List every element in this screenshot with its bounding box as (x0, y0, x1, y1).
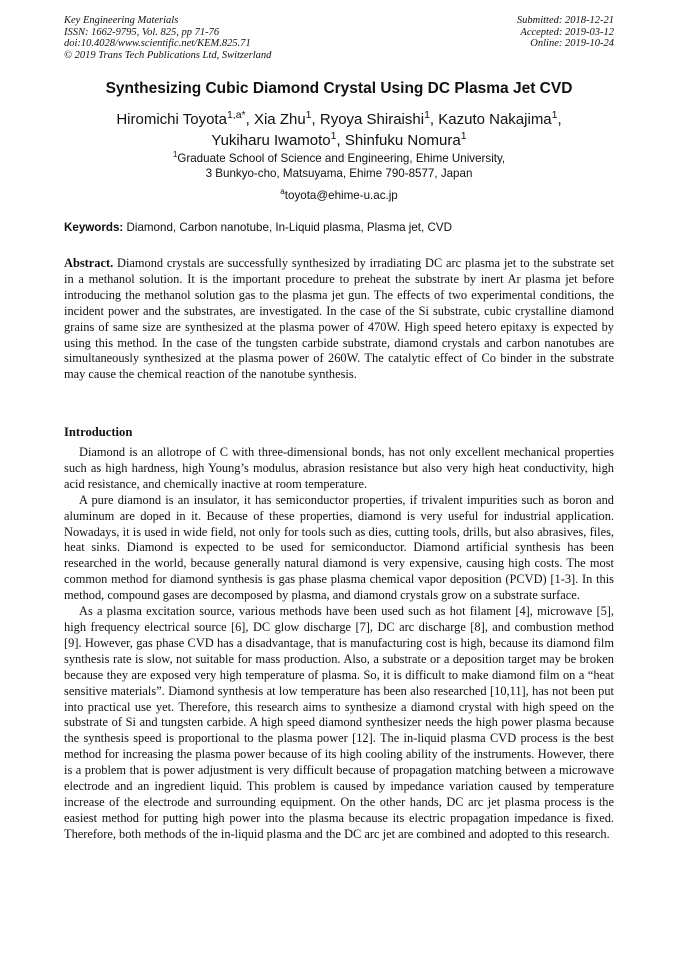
author-list: Hiromichi Toyota$^{1,a*}$, Xia Zhu$^1$, Ryoya Shiraishi$^1$, Kazuto Nakajima$^1$, Yukiharu Iwamoto$^1$, Shinfuku Nomura$^1$ (116, 109, 562, 149)
paragraph: A pure diamond is an insulator, it has semiconductor properties, if trivalent impurities such as boron and aluminum are doped in it. Because of these properties, diamond is very useful for industrial application. Nowadays, it is used in wide field, not only for tools such as dies, cutting tools, drills, but also abrasives, files, heat sinks. Diamond is expected to be used for semiconductor. Diamond artificial synthesis has been researched in the world, because generally natural diamond is very expensive, causing high costs. The most common method for diamond synthesis is gas phase plasma chemical vapor deposition (PCVD) [1-3]. In this method, compound gases are decomposed by plasma, and diamond crystals grow on a substrate surface. (64, 492, 614, 603)
abstract-label: Abstract. (64, 256, 114, 270)
abstract (64, 256, 614, 383)
paragraph: Diamond is an allotrope of C with three-dimensional bonds, has not only excellent mechanical properties such as high hardness, high Young’s modulus, abrasion resistance but also very high heat conductivity, high acid resistance, and chemically inactive at room temperature. (64, 445, 614, 491)
author: Xia Zhu$^1$ (253, 109, 312, 128)
affiliation: $^1$Graduate School of Science and Engineering, Ehime University, 3 Bunkyo-cho, Matsuyama, Ehime 790-8577, Japan (172, 150, 506, 180)
section-heading: Introduction (64, 425, 133, 439)
journal-name: Key Engineering Materials (64, 15, 179, 26)
issn: ISSN: 1662-9795, Vol. 825, pp 71-76 (64, 26, 220, 38)
doi: doi:10.4028/www.scientific.net/KEM.825.71 (64, 38, 251, 49)
online-date: Online: 2019-10-24 (530, 38, 614, 49)
dates (517, 15, 614, 50)
author: Yukiharu Iwamoto$^1$ (211, 130, 337, 149)
author: Hiromichi Toyota$^{1,a*}$ (116, 109, 246, 128)
author: Shinfuku Nomura$^1$ (344, 130, 467, 149)
author: Kazuto Nakajima$^1$ (438, 109, 558, 128)
abstract-text: Diamond crystals are successfully synthesized by irradiating DC arc plasma jet to the substrate set in a methanol solution. It is the important procedure to preheat the substrate by inert Ar plasma jet before introducing the methanol solution gas to the plasma jet gun. The effects of two experimental conditions, the incident power and the substrates, are investigated. In the case of the Si substrate, cubic crystalline diamond grains of same size are synthesized at the plasma power of 470W. High speed hetero epitaxy is expected by using this method. In the case of the tungsten carbide substrate, diamond crystals and carbon nanotubes are simultaneously synthesized at the plasma power of 260W. The catalytic effect of Co binder in the substrate may cause the chemical reaction of the nanotube synthesis. (64, 256, 614, 382)
email: $^a$toyota@ehime-u.ac.jp (280, 187, 398, 202)
journal-info (64, 15, 271, 61)
submitted-date: Submitted: 2018-12-21 (516, 15, 614, 26)
email-address[interactable]: toyota@ehime-u.ac.jp (284, 189, 398, 202)
paper-title: Synthesizing Cubic Diamond Crystal Using DC Plasma Jet CVD (105, 80, 573, 97)
author: Ryoya Shiraishi$^1$ (319, 109, 430, 128)
accepted-date: Accepted: 2019-03-12 (520, 26, 614, 38)
copyright: © 2019 Trans Tech Publications Ltd, Switzerland (64, 49, 272, 61)
paragraph: As a plasma excitation source, various methods have been used such as hot filament [4], microwave [5], high frequency electrical source [6], DC glow discharge [7], DC arc discharge [8], and combustion method [9]. However, gas phase CVD has a disadvantage, that is manufacturing cost is high, because its diamond film synthesis rate is slow, not suitable for mass production. Also, a substrate or a deposition target may be broken because they are exposed very high temperature of plasma. So, it is difficult to make diamond film on a “heat sensitive materials”. Diamond synthesis at low temperature has been also researched [10,11], has not been put into practical use yet. Therefore, this research aims to synthesize a diamond crystal with high speed on the substrate of Si and tungsten carbide. A high speed diamond synthesizer needs the high power plasma because the synthesis speed is proportional to the plasma power [12]. The in-liquid plasma CVD process is the best method for increasing the plasma power because of its high cooling ability of the instruments. However, there is a problem that is power adjustment is very difficult because of propagation matching between a microwave electrode and an ingredient liquid. This problem is caused by impedance variation caused by temperature increase of the electrode and surrounding equipment. On the other hands, DC arc jet plasma process is the easiest method for putting high power into the plasma because its electric propagation impedance is fixed. Therefore, both methods of the in-liquid plasma and the DC arc jet are combined and adopted to this research. (64, 604, 614, 841)
introduction-body (64, 445, 614, 843)
keywords: Keywords: Diamond, Carbon nanotube, In-Liquid plasma, Plasma jet, CVD (64, 221, 452, 234)
